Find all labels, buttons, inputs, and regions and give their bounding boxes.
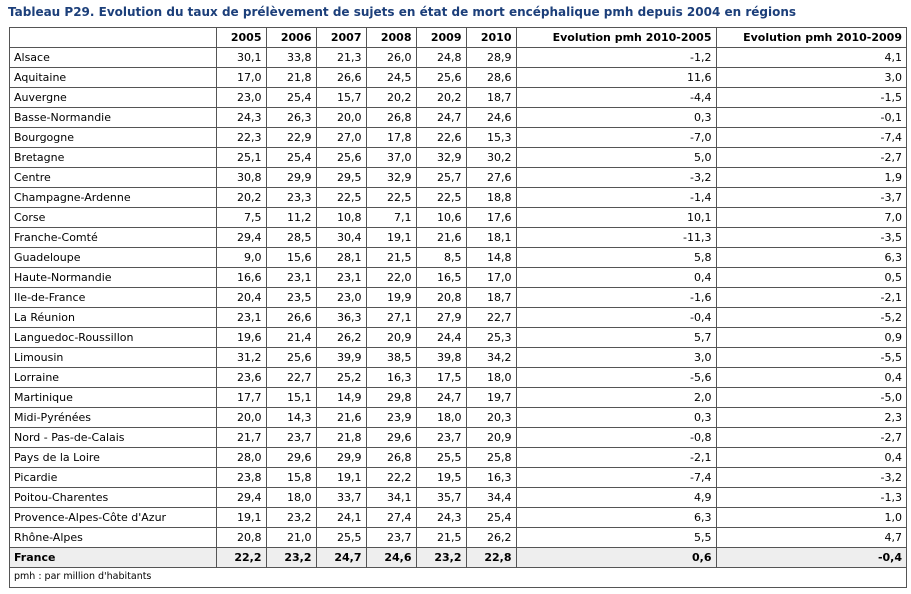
value-cell: -3,2 (716, 468, 906, 488)
value-cell: -2,1 (716, 288, 906, 308)
table-row (10, 168, 906, 188)
value-cell: 19,7 (466, 388, 516, 408)
value-cell: -5,2 (716, 308, 906, 328)
value-cell: 4,7 (716, 528, 906, 548)
region-name: Alsace (10, 48, 216, 68)
value-cell: 16,6 (216, 268, 266, 288)
value-cell: 1,9 (716, 168, 906, 188)
value-cell: 7,0 (716, 208, 906, 228)
value-cell: 35,7 (416, 488, 466, 508)
header-cell-region (10, 28, 216, 48)
value-cell: 7,1 (366, 208, 416, 228)
value-cell: -11,3 (516, 228, 716, 248)
region-name: Basse-Normandie (10, 108, 216, 128)
value-cell: 36,3 (316, 308, 366, 328)
value-cell: 33,7 (316, 488, 366, 508)
value-cell: 5,0 (516, 148, 716, 168)
value-cell: 20,0 (316, 108, 366, 128)
value-cell: 25,2 (316, 368, 366, 388)
value-cell: 20,9 (466, 428, 516, 448)
value-cell: 8,5 (416, 248, 466, 268)
value-cell: 3,0 (516, 348, 716, 368)
value-cell: -3,7 (716, 188, 906, 208)
value-cell: 30,8 (216, 168, 266, 188)
value-cell: 27,6 (466, 168, 516, 188)
table-row (10, 268, 906, 288)
value-cell: -2,1 (516, 448, 716, 468)
value-cell: -1,3 (716, 488, 906, 508)
value-cell: 22,2 (366, 468, 416, 488)
table-row (10, 308, 906, 328)
value-cell: 22,6 (416, 128, 466, 148)
region-name: Franche-Comté (10, 228, 216, 248)
value-cell: 20,2 (366, 88, 416, 108)
value-cell: 21,8 (316, 428, 366, 448)
value-cell: 6,3 (516, 508, 716, 528)
value-cell: 5,7 (516, 328, 716, 348)
value-cell: 23,7 (416, 428, 466, 448)
table-row (10, 128, 906, 148)
value-cell: 16,5 (416, 268, 466, 288)
value-cell: 26,0 (366, 48, 416, 68)
region-name: Corse (10, 208, 216, 228)
value-cell: 24,6 (466, 108, 516, 128)
value-cell: 28,1 (316, 248, 366, 268)
value-cell: 29,4 (216, 488, 266, 508)
value-cell: 16,3 (466, 468, 516, 488)
total-value-cell: -0,4 (716, 548, 906, 568)
value-cell: -1,6 (516, 288, 716, 308)
value-cell: 27,1 (366, 308, 416, 328)
value-cell: 29,8 (366, 388, 416, 408)
region-name: Picardie (10, 468, 216, 488)
value-cell: 5,5 (516, 528, 716, 548)
table-row (10, 368, 906, 388)
value-cell: 26,6 (316, 68, 366, 88)
value-cell: 14,9 (316, 388, 366, 408)
region-name: Champagne-Ardenne (10, 188, 216, 208)
value-cell: 17,0 (466, 268, 516, 288)
table-row (10, 448, 906, 468)
value-cell: 25,3 (466, 328, 516, 348)
total-label: France (10, 548, 216, 568)
value-cell: 25,4 (466, 508, 516, 528)
value-cell: 27,0 (316, 128, 366, 148)
value-cell: 22,5 (366, 188, 416, 208)
value-cell: -1,4 (516, 188, 716, 208)
total-value-cell: 24,6 (366, 548, 416, 568)
value-cell: 19,1 (216, 508, 266, 528)
header-cell: 2005 (216, 28, 266, 48)
table-row (10, 348, 906, 368)
table-row (10, 148, 906, 168)
value-cell: 25,5 (416, 448, 466, 468)
value-cell: 30,2 (466, 148, 516, 168)
value-cell: 11,2 (266, 208, 316, 228)
value-cell: 23,1 (266, 268, 316, 288)
value-cell: 20,4 (216, 288, 266, 308)
value-cell: 23,8 (216, 468, 266, 488)
value-cell: 21,0 (266, 528, 316, 548)
value-cell: 19,1 (316, 468, 366, 488)
table-row (10, 288, 906, 308)
value-cell: -4,4 (516, 88, 716, 108)
value-cell: 29,9 (316, 448, 366, 468)
value-cell: 20,2 (416, 88, 466, 108)
value-cell: 34,2 (466, 348, 516, 368)
total-row (10, 548, 906, 568)
value-cell: 2,0 (516, 388, 716, 408)
value-cell: 15,7 (316, 88, 366, 108)
footnote: pmh : par million d'habitants (14, 571, 152, 582)
value-cell: 18,7 (466, 88, 516, 108)
value-cell: 24,4 (416, 328, 466, 348)
value-cell: 17,7 (216, 388, 266, 408)
table-row (10, 88, 906, 108)
table-row (10, 328, 906, 348)
value-cell: 32,9 (416, 148, 466, 168)
value-cell: 32,9 (366, 168, 416, 188)
value-cell: 20,8 (416, 288, 466, 308)
value-cell: 28,5 (266, 228, 316, 248)
value-cell: 26,2 (466, 528, 516, 548)
value-cell: 21,8 (266, 68, 316, 88)
value-cell: 0,3 (516, 408, 716, 428)
value-cell: 7,5 (216, 208, 266, 228)
header-cell: 2008 (366, 28, 416, 48)
table-body (10, 48, 906, 568)
value-cell: 23,1 (316, 268, 366, 288)
total-value-cell: 23,2 (266, 548, 316, 568)
value-cell: 23,6 (216, 368, 266, 388)
value-cell: 25,6 (266, 348, 316, 368)
header-cell: 2006 (266, 28, 316, 48)
value-cell: 29,5 (316, 168, 366, 188)
value-cell: 17,0 (216, 68, 266, 88)
value-cell: 24,1 (316, 508, 366, 528)
region-name: Auvergne (10, 88, 216, 108)
region-name: Pays de la Loire (10, 448, 216, 468)
header-cell: Evolution pmh 2010-2005 (516, 28, 716, 48)
value-cell: 25,7 (416, 168, 466, 188)
value-cell: 21,3 (316, 48, 366, 68)
region-name: Midi-Pyrénées (10, 408, 216, 428)
value-cell: 29,9 (266, 168, 316, 188)
table-row (10, 508, 906, 528)
value-cell: 25,1 (216, 148, 266, 168)
table-row (10, 468, 906, 488)
value-cell: 22,7 (466, 308, 516, 328)
value-cell: -7,4 (516, 468, 716, 488)
value-cell: -7,0 (516, 128, 716, 148)
value-cell: 20,8 (216, 528, 266, 548)
value-cell: 29,6 (266, 448, 316, 468)
value-cell: -5,5 (716, 348, 906, 368)
total-value-cell: 24,7 (316, 548, 366, 568)
value-cell: 19,1 (366, 228, 416, 248)
value-cell: 18,0 (466, 368, 516, 388)
value-cell: 23,1 (216, 308, 266, 328)
value-cell: 29,6 (366, 428, 416, 448)
region-name: Aquitaine (10, 68, 216, 88)
table-row (10, 188, 906, 208)
table-row (10, 248, 906, 268)
value-cell: 23,7 (266, 428, 316, 448)
value-cell: 22,9 (266, 128, 316, 148)
header-cell: 2007 (316, 28, 366, 48)
value-cell: 26,8 (366, 448, 416, 468)
value-cell: 25,6 (316, 148, 366, 168)
region-name: Languedoc-Roussillon (10, 328, 216, 348)
table-title: Tableau P29. Evolution du taux de prélèvement de sujets en état de mort encéphalique pmh depuis 2004 en régions (8, 5, 797, 19)
value-cell: 18,0 (416, 408, 466, 428)
value-cell: 21,6 (416, 228, 466, 248)
value-cell: 21,5 (416, 528, 466, 548)
header-cell: Evolution pmh 2010-2009 (716, 28, 906, 48)
value-cell: 31,2 (216, 348, 266, 368)
value-cell: 23,3 (266, 188, 316, 208)
value-cell: 21,4 (266, 328, 316, 348)
value-cell: 23,0 (316, 288, 366, 308)
value-cell: 26,3 (266, 108, 316, 128)
table-frame (9, 27, 907, 588)
value-cell: 34,1 (366, 488, 416, 508)
value-cell: 14,8 (466, 248, 516, 268)
value-cell: 33,8 (266, 48, 316, 68)
value-cell: 24,3 (216, 108, 266, 128)
value-cell: 24,7 (416, 108, 466, 128)
value-cell: 15,1 (266, 388, 316, 408)
value-cell: 20,2 (216, 188, 266, 208)
value-cell: 25,8 (466, 448, 516, 468)
value-cell: 22,3 (216, 128, 266, 148)
value-cell: 18,7 (466, 288, 516, 308)
value-cell: 15,3 (466, 128, 516, 148)
value-cell: -0,8 (516, 428, 716, 448)
header-cell: 2009 (416, 28, 466, 48)
value-cell: 5,8 (516, 248, 716, 268)
value-cell: 23,0 (216, 88, 266, 108)
value-cell: 1,0 (716, 508, 906, 528)
value-cell: 38,5 (366, 348, 416, 368)
value-cell: 20,9 (366, 328, 416, 348)
table-row (10, 108, 906, 128)
value-cell: 28,9 (466, 48, 516, 68)
value-cell: 0,5 (716, 268, 906, 288)
region-name: Bourgogne (10, 128, 216, 148)
value-cell: 18,1 (466, 228, 516, 248)
value-cell: 27,9 (416, 308, 466, 328)
table-row (10, 48, 906, 68)
table-row (10, 488, 906, 508)
value-cell: 24,8 (416, 48, 466, 68)
value-cell: 23,5 (266, 288, 316, 308)
value-cell: -0,4 (516, 308, 716, 328)
value-cell: 25,4 (266, 148, 316, 168)
value-cell: 2,3 (716, 408, 906, 428)
region-name: Limousin (10, 348, 216, 368)
value-cell: 30,4 (316, 228, 366, 248)
value-cell: 25,6 (416, 68, 466, 88)
value-cell: 25,5 (316, 528, 366, 548)
region-name: Bretagne (10, 148, 216, 168)
value-cell: 0,3 (516, 108, 716, 128)
value-cell: 0,4 (716, 448, 906, 468)
value-cell: 20,0 (216, 408, 266, 428)
value-cell: -0,1 (716, 108, 906, 128)
value-cell: 23,9 (366, 408, 416, 428)
table-row (10, 388, 906, 408)
table-row (10, 428, 906, 448)
value-cell: 28,0 (216, 448, 266, 468)
value-cell: 14,3 (266, 408, 316, 428)
value-cell: 21,6 (316, 408, 366, 428)
header-row (10, 28, 906, 48)
value-cell: -5,0 (716, 388, 906, 408)
value-cell: 11,6 (516, 68, 716, 88)
region-name: Haute-Normandie (10, 268, 216, 288)
value-cell: 15,8 (266, 468, 316, 488)
value-cell: 28,6 (466, 68, 516, 88)
value-cell: -1,2 (516, 48, 716, 68)
table-row (10, 208, 906, 228)
region-name: Rhône-Alpes (10, 528, 216, 548)
value-cell: 0,4 (516, 268, 716, 288)
value-cell: 10,8 (316, 208, 366, 228)
region-name: Guadeloupe (10, 248, 216, 268)
region-name: La Réunion (10, 308, 216, 328)
value-cell: -5,6 (516, 368, 716, 388)
value-cell: 24,5 (366, 68, 416, 88)
total-value-cell: 22,2 (216, 548, 266, 568)
value-cell: 22,7 (266, 368, 316, 388)
table-row (10, 408, 906, 428)
value-cell: 17,6 (466, 208, 516, 228)
header-cell: 2010 (466, 28, 516, 48)
value-cell: 26,8 (366, 108, 416, 128)
value-cell: 37,0 (366, 148, 416, 168)
total-value-cell: 22,8 (466, 548, 516, 568)
value-cell: 6,3 (716, 248, 906, 268)
table-row (10, 228, 906, 248)
value-cell: 10,1 (516, 208, 716, 228)
value-cell: 4,1 (716, 48, 906, 68)
value-cell: -7,4 (716, 128, 906, 148)
value-cell: 17,8 (366, 128, 416, 148)
region-name: Centre (10, 168, 216, 188)
value-cell: -2,7 (716, 148, 906, 168)
value-cell: 39,9 (316, 348, 366, 368)
value-cell: 19,9 (366, 288, 416, 308)
value-cell: 3,0 (716, 68, 906, 88)
value-cell: 20,3 (466, 408, 516, 428)
value-cell: 19,5 (416, 468, 466, 488)
region-name: Ile-de-France (10, 288, 216, 308)
value-cell: 22,0 (366, 268, 416, 288)
region-name: Poitou-Charentes (10, 488, 216, 508)
value-cell: 19,6 (216, 328, 266, 348)
value-cell: 39,8 (416, 348, 466, 368)
value-cell: 23,2 (266, 508, 316, 528)
value-cell: 18,0 (266, 488, 316, 508)
region-name: Nord - Pas-de-Calais (10, 428, 216, 448)
value-cell: 21,5 (366, 248, 416, 268)
value-cell: 17,5 (416, 368, 466, 388)
value-cell: 0,9 (716, 328, 906, 348)
value-cell: 26,6 (266, 308, 316, 328)
value-cell: 26,2 (316, 328, 366, 348)
value-cell: -2,7 (716, 428, 906, 448)
value-cell: 23,7 (366, 528, 416, 548)
data-table (10, 28, 906, 568)
value-cell: 9,0 (216, 248, 266, 268)
value-cell: 16,3 (366, 368, 416, 388)
value-cell: -3,5 (716, 228, 906, 248)
value-cell: 30,1 (216, 48, 266, 68)
value-cell: -3,2 (516, 168, 716, 188)
value-cell: 22,5 (416, 188, 466, 208)
table-row (10, 68, 906, 88)
value-cell: 29,4 (216, 228, 266, 248)
value-cell: 22,5 (316, 188, 366, 208)
region-name: Lorraine (10, 368, 216, 388)
value-cell: 18,8 (466, 188, 516, 208)
table-row (10, 528, 906, 548)
value-cell: 27,4 (366, 508, 416, 528)
value-cell: 4,9 (516, 488, 716, 508)
value-cell: 25,4 (266, 88, 316, 108)
total-value-cell: 23,2 (416, 548, 466, 568)
value-cell: 15,6 (266, 248, 316, 268)
value-cell: 34,4 (466, 488, 516, 508)
value-cell: 0,4 (716, 368, 906, 388)
value-cell: 24,7 (416, 388, 466, 408)
total-value-cell: 0,6 (516, 548, 716, 568)
value-cell: 10,6 (416, 208, 466, 228)
region-name: Martinique (10, 388, 216, 408)
value-cell: 21,7 (216, 428, 266, 448)
region-name: Provence-Alpes-Côte d'Azur (10, 508, 216, 528)
value-cell: 24,3 (416, 508, 466, 528)
value-cell: -1,5 (716, 88, 906, 108)
